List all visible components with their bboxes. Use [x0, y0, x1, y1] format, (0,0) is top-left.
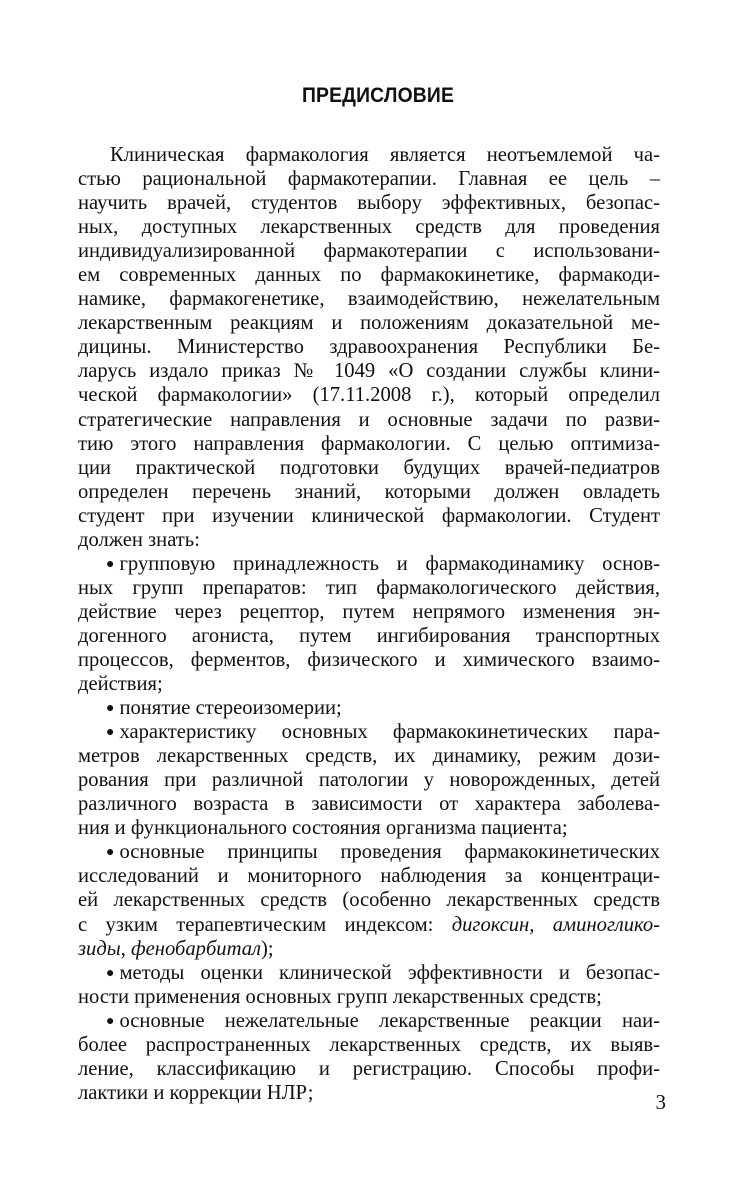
- body-text: [78, 143, 660, 1105]
- bullet-item-1-line: ных групп препаратов: тип фармакологического действия,: [78, 576, 660, 599]
- page-title: ПРЕДИСЛОВИЕ: [301, 84, 455, 107]
- text-line: Клиническая фармакология является неотъемлемой ча-: [110, 144, 660, 166]
- bullet-icon: ●: [106, 725, 115, 741]
- text-line: стью рациональной фармакотерапии. Главная ее цель –: [78, 168, 660, 191]
- bullet-item-1-line: догенного агониста, путем ингибирования транспортных: [78, 624, 660, 647]
- bullet-item-5-line: ● методы оценки клинической эффективности и безопас-: [78, 961, 660, 985]
- bullet-item-1-line: действия;: [78, 673, 163, 696]
- text-line: ных, доступных лекарственных средств для проведения: [78, 216, 660, 239]
- page-number: 3: [655, 1090, 666, 1114]
- bullet-item-4-line: с узким терапевтическим индексом: дигоксин, аминоглико-: [78, 913, 660, 936]
- bullet-item-1-line: процессов, ферментов, физического и химического взаимо-: [78, 648, 660, 671]
- bullet-item-2-line: ● понятие стереоизомерии;: [78, 696, 660, 720]
- bullet-item-4-line: исследований и мониторного наблюдения за концентраци-: [78, 865, 660, 888]
- text-line: стратегические направления и основные задачи по разви-: [78, 408, 660, 431]
- bullet-item-4-line: ей лекарственных средств (особенно лекарственных средств: [78, 889, 660, 912]
- bullet-item-3-line: метров лекарственных средств, их динамику, режим дози-: [78, 745, 660, 768]
- bullet-item-6-line: лактики и коррекции НЛР;: [78, 1081, 314, 1104]
- text-line: ческой фармакологии» (17.11.2008 г.), который определил: [78, 384, 660, 407]
- bullet-icon: ●: [106, 1013, 115, 1029]
- text-line: лекарственным реакциям и положениям доказательной ме-: [78, 312, 660, 335]
- bullet-item-3-line: рования при различной патологии у новорожденных, детей: [78, 769, 660, 792]
- bullet-item-4-line: зиды, фенобарбитал);: [78, 937, 274, 960]
- bullet-item-6-line: ление, классификацию и регистрацию. Способы профи-: [78, 1057, 660, 1080]
- text-line: ларусь издало приказ № 1049 «О создании службы клини-: [78, 360, 660, 383]
- bullet-item-5-line: ности применения основных групп лекарственных средств;: [78, 985, 602, 1008]
- bullet-item-6-line: более распространенных лекарственных средств, их выяв-: [78, 1033, 660, 1056]
- text-line: дицины. Министерство здравоохранения Республики Бе-: [78, 336, 660, 359]
- bullet-icon: ●: [106, 965, 115, 981]
- text-line: ции практической подготовки будущих врачей-педиатров: [78, 456, 660, 479]
- bullet-item-3-line: ● характеристику основных фармакокинетических пара-: [78, 720, 660, 744]
- bullet-item-3-line: ния и функционального состояния организма пациента;: [78, 817, 568, 840]
- bullet-item-1-line: действие через рецептор, путем непрямого изменения эн-: [78, 600, 660, 623]
- text-line: тию этого направления фармакологии. С целью оптимиза-: [78, 432, 660, 455]
- text-line: намике, фармакогенетике, взаимодействию, нежелательным: [78, 288, 660, 311]
- text-line: индивидуализированной фармакотерапии с использовани-: [78, 240, 660, 263]
- text-line: определен перечень знаний, которыми должен овладеть: [78, 480, 660, 503]
- text-line: ем современных данных по фармакокинетике, фармакоди-: [78, 264, 660, 287]
- bullet-item-1-line: ● групповую принадлежность и фармакодинамику основ-: [78, 552, 660, 576]
- bullet-icon: ●: [106, 556, 115, 572]
- bullet-item-4-line: ● основные принципы проведения фармакокинетических: [78, 840, 660, 864]
- text-line: научить врачей, студентов выбору эффективных, безопас-: [78, 192, 660, 215]
- text-line: студент при изучении клинической фармакологии. Студент: [78, 504, 660, 527]
- bullet-icon: ●: [106, 845, 115, 861]
- text-line: должен знать:: [78, 528, 200, 551]
- bullet-item-3-line: различного возраста в зависимости от характера заболева-: [78, 793, 660, 816]
- bullet-item-6-line: ● основные нежелательные лекарственные реакции наи-: [78, 1009, 660, 1033]
- bullet-icon: ●: [106, 701, 115, 717]
